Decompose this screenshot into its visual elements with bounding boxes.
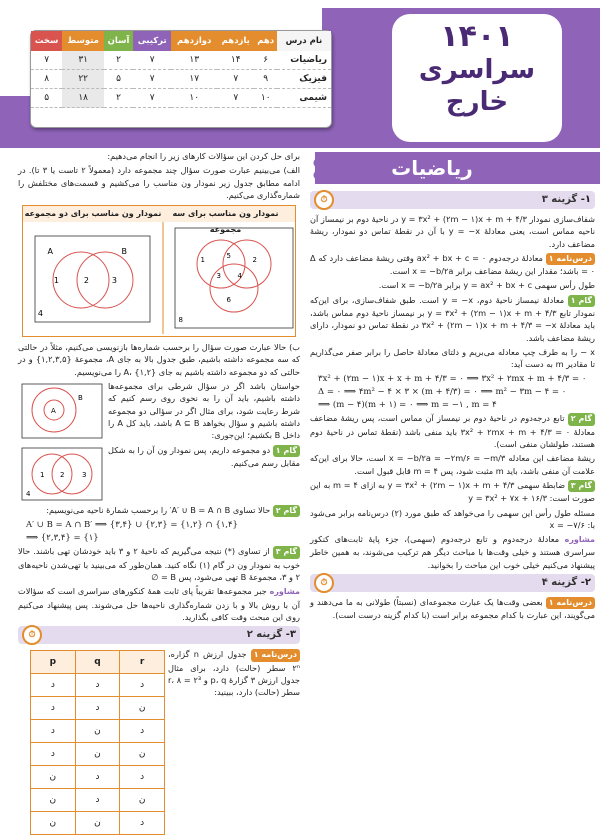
truth-body [31, 674, 165, 835]
stats-cell: ۷ [133, 89, 171, 108]
stats-cell: ۲۲ [62, 70, 104, 89]
truth-cell: د [31, 674, 76, 697]
advice-tag: مشاوره [269, 587, 300, 597]
question-number: ۲- [580, 576, 591, 588]
svg-text:4: 4 [26, 489, 31, 498]
stats-subject: ریاضیات [277, 51, 331, 70]
truth-column-header: p [31, 651, 76, 674]
stats-column-header: سخت [31, 31, 62, 51]
paragraph: حواستان باشد اگر در سؤال شرطی برای مجموعه‌ها داشته باشیم، باید آن را به نحوی روی رسم کنیم که شرط رعایت شود، برای مثال اگر در سؤالی دو مجموعه داشته باشیم و سؤال بخواهد A ⊆ B باشد، باید کل A را داخل B بکشیم؛ این‌جوری: [108, 381, 300, 441]
subset-row [18, 380, 300, 443]
exam-title-line2: خارج [445, 87, 509, 117]
svg-text:2: 2 [252, 256, 257, 265]
stats-subject: فیزیک [277, 70, 331, 89]
paragraph: بعضی وقت‌ها یک عبارت مجموعه‌ای (نسبتاً) طولانی به ما می‌دهند و می‌گویند، این عبارت با کدام مجموعه برابر است (با کدام گزینه درست است). [310, 597, 595, 621]
stats-row [31, 51, 331, 70]
truth-row [31, 674, 165, 697]
svg-text:8: 8 [178, 316, 183, 325]
stats-table [31, 31, 331, 108]
exam-title-line1: سراسری [418, 55, 536, 85]
stats-row [31, 70, 331, 89]
paragraph: دو مجموعه داریم، پس نمودار ون آن را به شکل مقابل رسم می‌کنیم. [108, 444, 300, 468]
stats-cell: ۱۴ [217, 51, 254, 70]
answer-label: گزینه ۳ [541, 193, 578, 205]
truth-cell: د [31, 743, 76, 766]
stats-cell: ۵ [31, 89, 62, 108]
truth-cell: د [31, 720, 76, 743]
stopwatch-icon: ⏱ [314, 190, 334, 210]
svg-text:3: 3 [216, 272, 221, 281]
paragraph: تابع درجه‌دوم در ناحیهٔ دوم بر نیمساز آن مماس است، پس ریشهٔ مضاعف معادلهٔ ۳x² + ۲mx + m + ۴/۳ = ۰ باید منفی باشد (نقطهٔ تماس در ناحیهٔ دوم هستند، طولشان منفی است). [310, 413, 596, 450]
paragraph: x − را به طرف چپ معادله می‌بریم و دلتای معادلهٔ حاصل را برابر صفر می‌گذاریم تا مقادیر m به دست آید: [310, 346, 595, 370]
paragraph: الف) می‌بینیم عبارت صورت سؤال چند مجموعه دارد (معمولاً ۲ تاست یا ۳ تا). در ادامه مطابق جدول زیر نمودار ون مناسب را می‌کشیم و قسمت‌های مختلفش را شماره‌گذاری می‌کنیم. [18, 165, 300, 200]
stats-row [31, 89, 331, 108]
paragraph: مسئله طول رأس این سهمی را می‌خواهد که طبق مورد (۲) درس‌نامه برابر می‌شود با: x = −۷/۶ [310, 507, 595, 530]
truth-cell: د [31, 697, 76, 720]
step1-venn [18, 444, 108, 504]
stats-cell: ۱۸ [62, 89, 104, 108]
truth-cell: د [120, 674, 165, 697]
subset-venn [18, 380, 108, 442]
math-line: ۳x² + (۲m − ۱)x + x + m + ۴/۳ = ۰ ⟹ ۳x² + ۲mx + m + ۴/۳ = ۰ [318, 373, 587, 384]
truth-row [31, 766, 165, 789]
stats-header-row [31, 31, 331, 51]
answer-header-3 [18, 626, 300, 644]
truth-cell: ن [120, 743, 165, 766]
step-tag: گام ۳ [273, 546, 300, 558]
stats-cell: ۷ [133, 70, 171, 89]
math-line: Δ = ۰ ⟹ ۴m² − ۴ × ۳ × (m + ۴/۳) = ۰ ⟹ m² − ۳m − ۴ = ۰ [318, 386, 567, 397]
svg-text:B: B [78, 394, 83, 403]
truth-cell: د [120, 720, 165, 743]
truth-cell: ن [75, 812, 120, 835]
truth-cell: ن [75, 743, 120, 766]
truth-cell: د [75, 789, 120, 812]
paragraph: ریشهٔ مضاعف این معادله x = −b/۲a = −۲m/۶ = −m/۳ است، حالا برای این‌که علامت آن منفی باشد، باید m مثبت شود، پس m = ۴ قابل قبول است. [310, 453, 596, 476]
answer-header-1 [310, 191, 595, 209]
svg-text:4: 4 [237, 272, 242, 281]
step-tag: گام ۲ [273, 505, 300, 517]
svg-text:3: 3 [82, 470, 87, 479]
stats-column-header: نام درس [277, 31, 331, 51]
truth-row [31, 743, 165, 766]
paragraph: برای حل کردن این سؤالات کارهای زیر را انجام می‌دهیم: [107, 151, 300, 161]
stats-column-header: یازدهم [217, 31, 254, 51]
paragraph: معادلهٔ نیمساز ناحیهٔ دوم، y = −x است. طبق شفاف‌سازی، برای این‌که نمودار تابع y = ۳x² + (۲m − ۱)x + m + ۴/۳ بر نیمساز ناحیهٔ دوم مماس باشد، باید معادلهٔ ۳x² + (۲m − ۱)x + m + ۴/۳ = −x در نقطهٔ تماس دو نمودار، دارای ریشهٔ مضاعف باشد. [310, 294, 596, 343]
svg-text:4: 4 [37, 309, 43, 319]
question-number: ۱- [580, 193, 591, 205]
svg-text:1: 1 [40, 470, 45, 479]
math-line: A′ ∪ B = A ∩ B′ ⟹ {۳,۴} ∪ {۲,۳} = {۱,۲} ∩ {۱,۴} [26, 519, 238, 530]
stats-column-header: دوازدهم [171, 31, 217, 51]
lesson-tag: درس‌نامه ۱ [251, 649, 300, 661]
stats-column-header: دهم [254, 31, 276, 51]
paragraph: جدول ارزش n گزاره، ۲ⁿ سطر (حالت) دارد، برای مثال جدول ارزش ۳ گزارهٔ p، q و r، ۸ = ۲³ سطر (حالت) دارد، ببینید: [168, 649, 300, 698]
stats-cell: ۱۰ [254, 89, 276, 108]
venn-two-sets [35, 236, 150, 322]
truth-cell: د [75, 697, 120, 720]
stats-column-header: ترکیبی [133, 31, 171, 51]
svg-text:2: 2 [83, 276, 89, 286]
venn-table [22, 205, 296, 337]
lesson-tag: درس‌نامه ۱ [546, 597, 595, 609]
svg-text:6: 6 [226, 296, 231, 305]
truth-cell: د [75, 674, 120, 697]
truth-cell: ن [75, 720, 120, 743]
truth-cell: ن [31, 812, 76, 835]
truth-cell: د [120, 766, 165, 789]
truth-table [30, 650, 165, 835]
stats-body [31, 51, 331, 108]
truth-row [31, 720, 165, 743]
math-line: ⟹ {۲,۳,۴} = {۱} [26, 533, 99, 544]
stopwatch-icon: ⏱ [314, 573, 334, 593]
paragraph: حالا تساوی A′ ∪ B = A ∩ B′ را برحسب شمارهٔ ناحیه می‌نویسیم: [46, 504, 271, 515]
exam-year: ۱۴۰۱ [440, 19, 514, 54]
paragraph: ضابطهٔ سهمی y = ۳x² + (۲m − ۱)x + m + ۴/۳ به ازای m = ۴ به این صورت است: y = ۳x² + ۷x + ۱۶/۳ [310, 479, 595, 504]
truth-column-header: q [75, 651, 120, 674]
stats-cell: ۶ [254, 51, 276, 70]
paragraph: شفاف‌سازی نمودار y = ۳x² + (۲m − ۱)x + m + ۴/۳ در ناحیهٔ دوم بر نیمساز آن ناحیه مماس است، یعنی معادلهٔ y = −x با آن در نقطهٔ تماس دو نمودار، ریشهٔ مضاعف دارد. [310, 214, 596, 249]
truth-cell: د [75, 766, 120, 789]
page-header [0, 0, 600, 150]
venn-diagrams [23, 222, 303, 334]
svg-text:A: A [47, 247, 53, 257]
stats-column-header: آسان [104, 31, 133, 51]
stats-cell: ۱۳ [171, 51, 217, 70]
right-column [310, 188, 595, 808]
stats-cell: ۹ [254, 70, 276, 89]
math-line: ⟹ (m − ۴)(m + ۱) = ۰ ⟹ m = −۱ , m = ۴ [318, 400, 497, 411]
svg-text:1: 1 [200, 256, 205, 265]
step-tag: گام ۲ [568, 413, 595, 425]
truth-row [31, 789, 165, 812]
truth-row [31, 812, 165, 835]
svg-text:B: B [121, 247, 127, 257]
stats-cell: ۱۷ [171, 70, 217, 89]
venn-three-sets [175, 228, 293, 328]
truth-row [31, 697, 165, 720]
svg-text:1: 1 [53, 276, 59, 286]
stats-cell: ۵ [104, 70, 133, 89]
stats-cell: ۲ [104, 89, 133, 108]
stats-cell: ۳۱ [62, 51, 104, 70]
step-tag: گام ۳ [568, 480, 595, 492]
svg-text:5: 5 [226, 252, 231, 261]
answer-label: گزینه ۲ [246, 629, 283, 641]
exam-title-box [392, 14, 562, 142]
stats-cell: ۷ [217, 70, 254, 89]
truth-cell: ن [31, 789, 76, 812]
paragraph: از تساوی (*) نتیجه می‌گیریم که ناحیهٔ ۲ و ۳ باید خودشان تهی باشند. حالا خوب به نمودار ون در گام (۱) نگاه کنید. همان‌طور که می‌بینید با تهی‌شدن ناحیه‌های ۲ و ۳، مجموعهٔ B تهی می‌شود، پس B = ∅ [18, 546, 301, 583]
section-title: ریاضیات [391, 156, 473, 180]
lesson-tag: درس‌نامه ۱ [546, 253, 595, 265]
stats-cell: ۲ [104, 51, 133, 70]
stats-table-card [30, 30, 332, 128]
question-number: ۳- [285, 629, 296, 641]
step1-row [18, 444, 300, 504]
stats-cell: ۷ [31, 51, 62, 70]
step-tag: گام ۱ [273, 445, 300, 457]
paragraph: معادلهٔ درجه‌دوم و تابع درجه‌دوم (سهمی)، جزء پایهٔ ثابت‌های کنکور سراسری هستند و خیلی وقت‌ها با مباحث دیگر هم ترکیب می‌شوند، به همین خاطر پیشنهاد می‌کنیم خیلی خوب این مباحث را بخوانید. [310, 534, 595, 570]
venn-header-two: نمودار ون مناسب برای دو مجموعه [23, 206, 163, 222]
stats-column-header: متوسط [62, 31, 104, 51]
truth-cell: د [120, 812, 165, 835]
paragraph: معادلهٔ درجه‌دوم ax² + bx + c = ۰ وقتی ریشهٔ مضاعف دارد که Δ = ۰ باشد؛ مقدار این ریشهٔ مضاعف برابر x = −b/۲a است. [310, 252, 595, 277]
stats-cell: ۷ [133, 51, 171, 70]
svg-text:2: 2 [60, 470, 65, 479]
paragraph: طول رأس سهمی y = ax² + bx + c برابر x = −b/۲a است. [378, 280, 595, 291]
advice-tag: مشاوره [564, 535, 595, 545]
paragraph: ب) حالا عبارت صورت سؤال را برحسب شماره‌ها بازنویسی می‌کنیم، مثلاً در حالتی که سه مجموعه داشته باشیم، طبق جدول بالا به جای A، مجموعهٔ {۱,۲,۳,۵} و در حالتی که دو مجموعه داشته باشیم به جای A، {۱,۲} را می‌نویسیم. [18, 342, 301, 377]
stats-subject: شیمی [277, 89, 331, 108]
truth-header-row [31, 651, 165, 674]
step-tag: گام ۱ [568, 295, 595, 307]
truth-cell: ن [120, 789, 165, 812]
svg-text:3: 3 [111, 276, 117, 286]
answer-label: گزینه ۴ [541, 576, 578, 588]
stats-cell: ۱۰ [171, 89, 217, 108]
paragraph: جبر مجموعه‌ها تقریباً پای ثابت همهٔ کنکورهای سراسری است که سؤالات آن با روش بالا و با زدن شماره‌گذاری ناحیه‌ها حل می‌شوند. پس پیشنهاد می‌کنیم روی این مبحث وقت کافی بگذارید. [18, 586, 300, 622]
svg-text:A: A [51, 407, 56, 416]
stats-cell: ۷ [217, 89, 254, 108]
truth-column-header: r [120, 651, 165, 674]
stopwatch-icon: ⏱ [22, 625, 42, 645]
truth-cell: ن [120, 697, 165, 720]
truth-cell: ن [31, 766, 76, 789]
venn-header-three: نمودار ون مناسب برای سه مجموعه [155, 206, 295, 222]
stats-cell: ۸ [31, 70, 62, 89]
answer-header-2 [310, 574, 595, 592]
